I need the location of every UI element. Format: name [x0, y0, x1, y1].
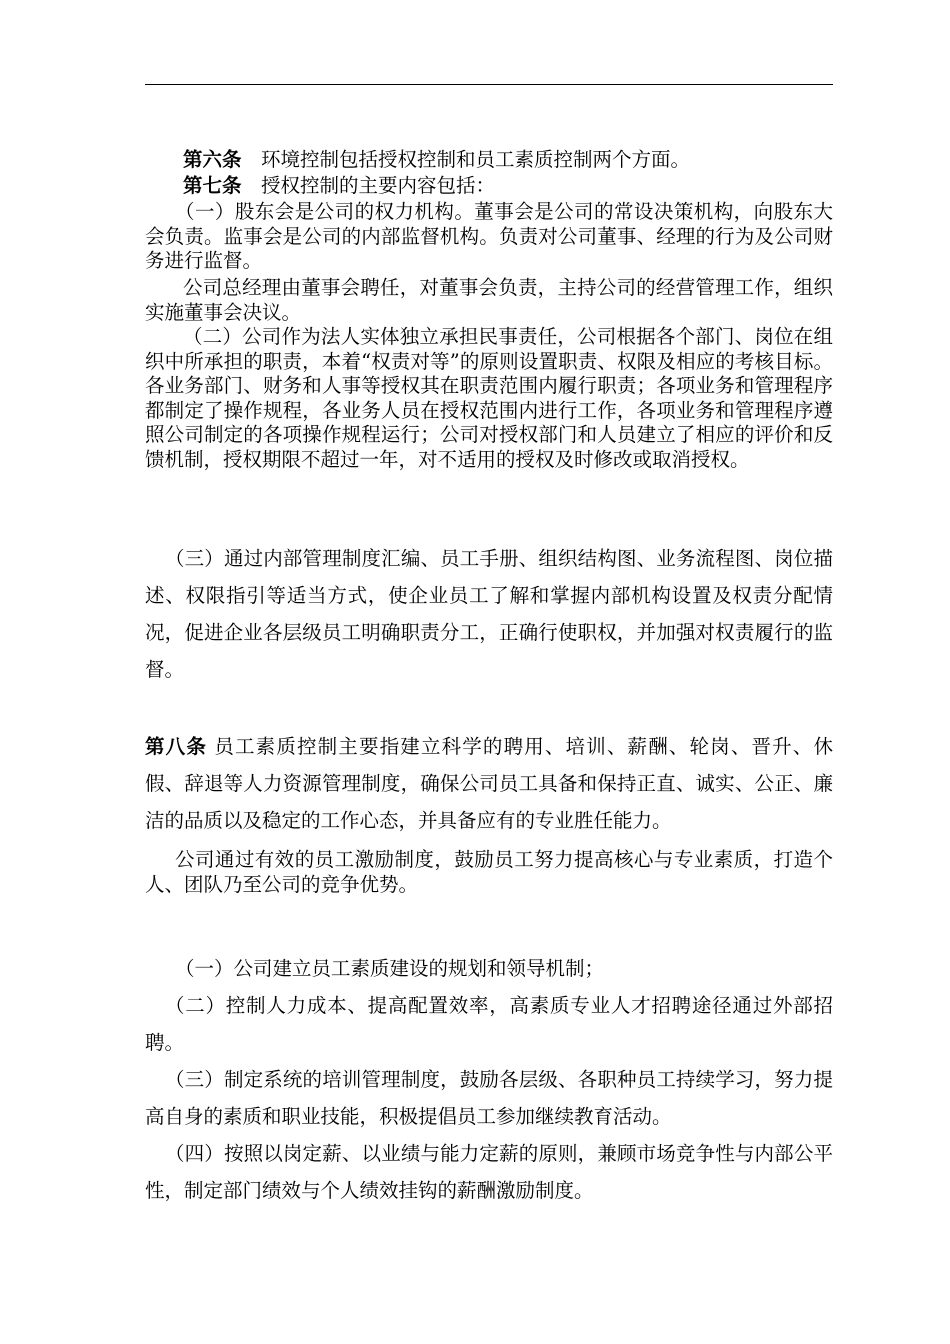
article-7-text: 授权控制的主要内容包括： [261, 174, 496, 197]
paragraph-management-system: （三）通过内部管理制度汇编、员工手册、组织结构图、业务流程图、岗位描述、权限指引等适当方式，使企业员工了解和掌握内部机构设置及权责分配情况，促进企业各层级员工明确职责分工，正确行使职权，并加强对权责履行的监督。 [145, 547, 833, 681]
paragraph-general-manager: 公司总经理由董事会聘任，对董事会负责，主持公司的经营管理工作，组织实施董事会决议。 [145, 276, 833, 324]
article-6-text: 环境控制包括授权控制和员工素质控制两个方面。 [261, 148, 691, 171]
header-rule [145, 84, 833, 85]
article-7 [145, 174, 833, 199]
paragraph-item-4: （四）按照以岗定薪、以业绩与能力定薪的原则，兼顾市场竞争性与内部公平性，制定部门绩效与个人绩效挂钩的薪酬激励制度。 [145, 1142, 833, 1202]
article-7-label: 第七条 [183, 174, 242, 197]
article-8 [145, 728, 833, 839]
paragraph-incentive: 公司通过有效的员工激励制度，鼓励员工努力提高核心与专业素质，打造个人、团队乃至公司的竞争优势。 [145, 848, 833, 896]
paragraph-authorization: （二）公司作为法人实体独立承担民事责任，公司根据各个部门、岗位在组织中所承担的职责，本着“权责对等”的原则设置职责、权限及相应的考核目标。各业务部门、财务和人事等授权其在职责范围内履行职责；各项业务和管理程序都制定了操作规程，各业务人员在授权范围内进行工作，各项业务和管理程序遵照公司制定的各项操作规程运行；公司对授权部门和人员建立了相应的评价和反馈机制，授权期限不超过一年，对不适用的授权及时修改或取消授权。 [145, 325, 833, 471]
paragraph-item-1: （一）公司建立员工素质建设的规划和领导机制； [175, 957, 605, 980]
article-6 [145, 148, 833, 173]
paragraph-shareholders: （一）股东会是公司的权力机构。董事会是公司的常设决策机构，向股东大会负责。监事会是公司的内部监督机构。负责对公司董事、经理的行为及公司财务进行监督。 [145, 200, 833, 272]
article-8-text: 员工素质控制主要指建立科学的聘用、培训、薪酬、轮岗、晋升、休假、辞退等人力资源管理制度，确保公司员工具备和保持正直、诚实、公正、廉洁的品质以及稳定的工作心态，并具备应有的专业胜任能力。 [145, 735, 833, 832]
paragraph-item-3: （三）制定系统的培训管理制度，鼓励各层级、各职种员工持续学习，努力提高自身的素质和职业技能，积极提倡员工参加继续教育活动。 [145, 1068, 833, 1128]
article-8-label: 第八条 [145, 735, 207, 758]
article-6-label: 第六条 [183, 148, 242, 171]
paragraph-item-2: （二）控制人力成本、提高配置效率，高素质专业人才招聘途径通过外部招聘。 [145, 994, 833, 1054]
